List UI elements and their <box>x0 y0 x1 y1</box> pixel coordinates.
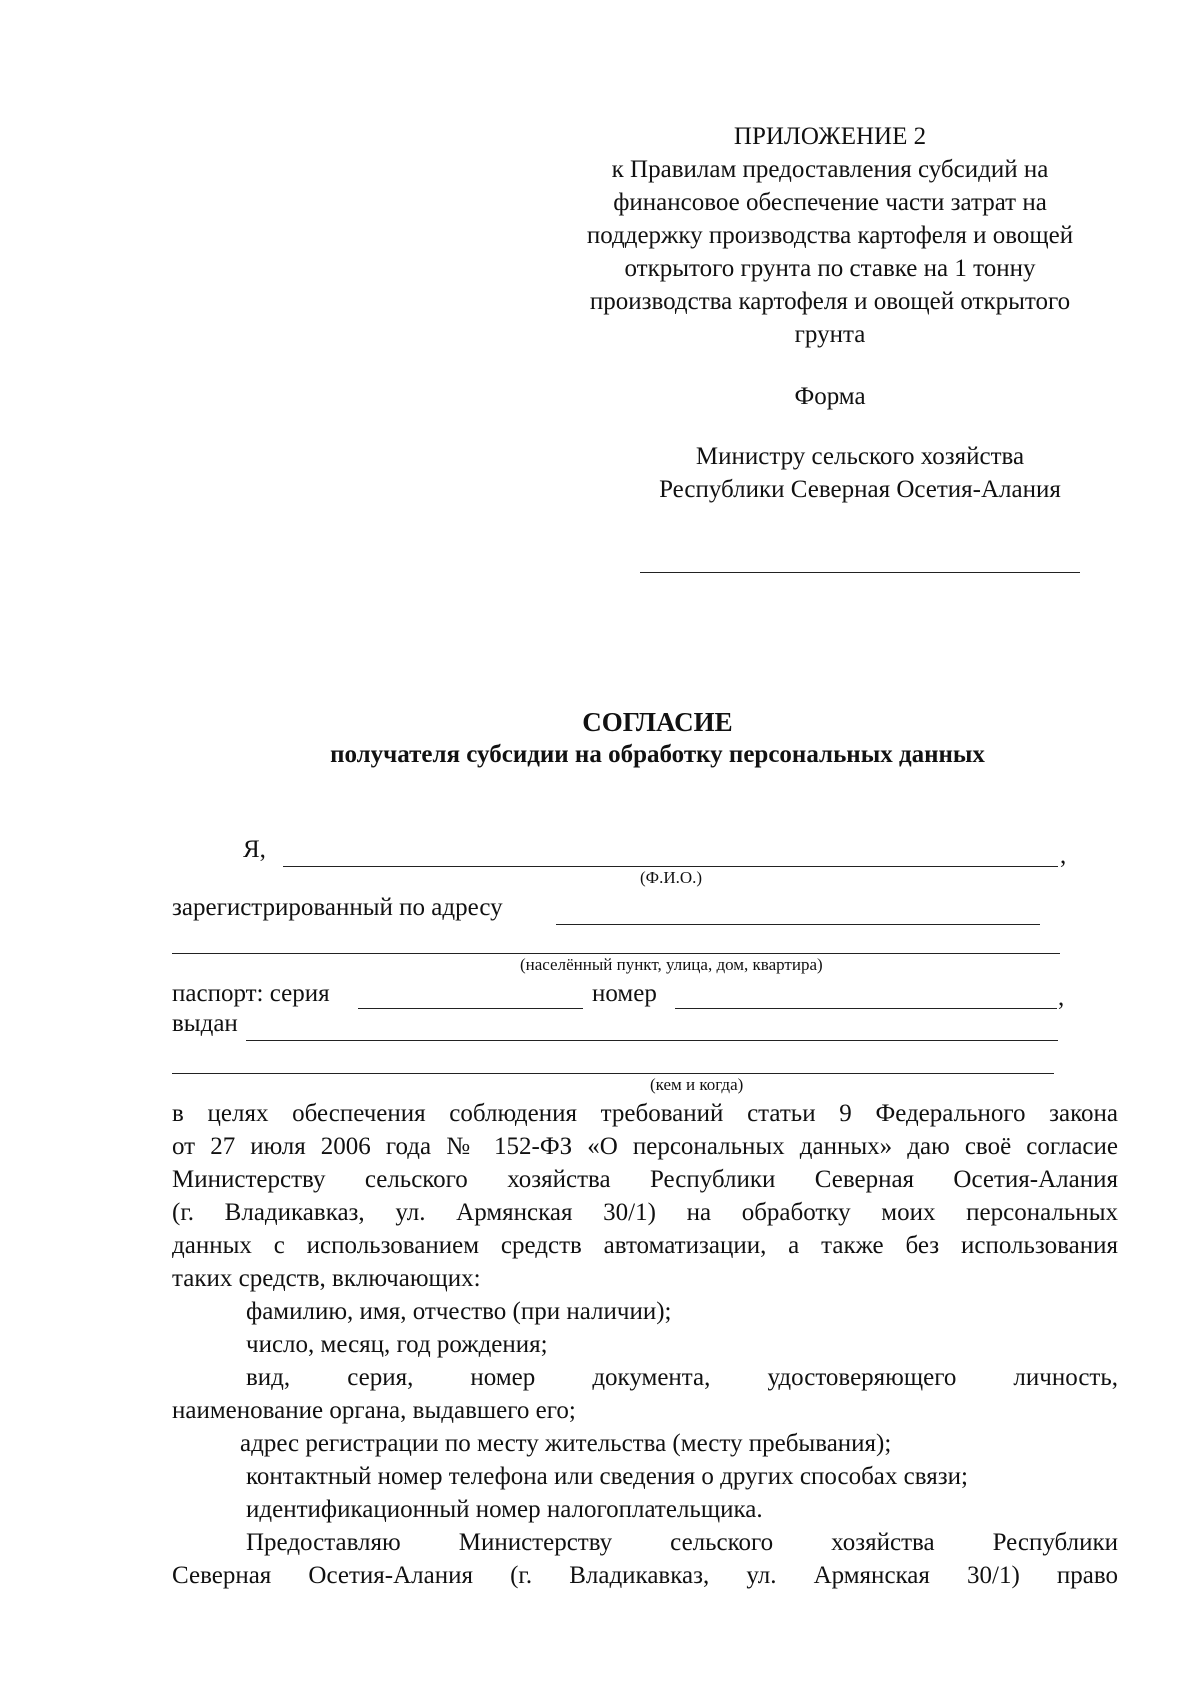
address-line-2 <box>172 953 1060 954</box>
appendix-line: производства картофеля и овощей открытого <box>589 288 1071 315</box>
appendix-line: открытого грунта по ставке на 1 тонну <box>624 255 1036 282</box>
fio-hint: (Ф.И.О.) <box>640 868 703 887</box>
addressee-block <box>610 440 1110 506</box>
appendix-block <box>540 120 1120 351</box>
body-line: Министерству сельского хозяйства Республики Северная Осетия-Алания <box>172 1166 1118 1193</box>
registered-label: зарегистрированный по адресу <box>172 894 503 921</box>
addressee-signature-line <box>640 572 1080 573</box>
addressee-line: Министру сельского хозяйства <box>695 443 1025 470</box>
appendix-line: поддержку производства картофеля и овощей <box>586 222 1074 249</box>
consent-body <box>172 1097 1118 1592</box>
form-label: Форма <box>794 383 866 410</box>
final-line: Северная Осетия-Алания (г. Владикавказ, ул. Армянская 30/1) право <box>172 1562 1118 1589</box>
passport-label: паспорт: серия <box>172 980 330 1007</box>
i-label: Я, <box>243 836 266 863</box>
list-item: контактный номер телефона или сведения о других способах связи; <box>246 1463 968 1490</box>
heading-title: СОГЛАСИЕ <box>582 707 733 737</box>
appendix-line: грунта <box>794 321 866 348</box>
list-item: идентификационный номер налогоплательщика. <box>246 1496 763 1523</box>
issued-line-1 <box>246 1040 1058 1041</box>
comma: , <box>1058 984 1065 1011</box>
body-line: данных с использованием средств автоматизации, а также без использования <box>172 1232 1118 1259</box>
list-item: фамилию, имя, отчество (при наличии); <box>246 1298 672 1325</box>
address-line-1 <box>556 924 1040 925</box>
heading-subtitle: получателя субсидии на обработку персональных данных <box>330 741 985 768</box>
list-item: число, месяц, год рождения; <box>246 1331 548 1358</box>
number-label: номер <box>592 980 657 1007</box>
body-line: в целях обеспечения соблюдения требований статьи 9 Федерального закона <box>172 1100 1118 1127</box>
body-line: от 27 июля 2006 года № 152-ФЗ «О персональных данных» даю своё согласие <box>172 1133 1118 1160</box>
body-line: (г. Владикавказ, ул. Армянская 30/1) на обработку моих персональных <box>172 1199 1118 1226</box>
body-line: таких средств, включающих: <box>172 1265 481 1292</box>
list-item: адрес регистрации по месту жительства (месту пребывания); <box>240 1430 892 1457</box>
passport-number-line <box>675 1008 1057 1009</box>
issued-line-2 <box>172 1073 1054 1074</box>
final-line: Предоставляю Министерству сельского хозяйства Республики <box>246 1529 1118 1556</box>
address-hint: (населённый пункт, улица, дом, квартира) <box>520 955 823 974</box>
appendix-line: финансовое обеспечение части затрат на <box>613 189 1047 216</box>
addressee-line: Республики Северная Осетия-Алания <box>659 476 1061 503</box>
issued-hint: (кем и когда) <box>650 1075 744 1094</box>
fio-line <box>283 866 1058 867</box>
passport-series-line <box>358 1008 583 1009</box>
appendix-line: к Правилам предоставления субсидий на <box>611 156 1049 183</box>
appendix-title: ПРИЛОЖЕНИЕ 2 <box>733 123 927 150</box>
list-item: вид, серия, номер документа, удостоверяющего личность, <box>246 1364 1118 1391</box>
list-item-continuation: наименование органа, выдавшего его; <box>172 1397 576 1424</box>
comma: , <box>1060 842 1067 869</box>
issued-label: выдан <box>172 1010 238 1037</box>
